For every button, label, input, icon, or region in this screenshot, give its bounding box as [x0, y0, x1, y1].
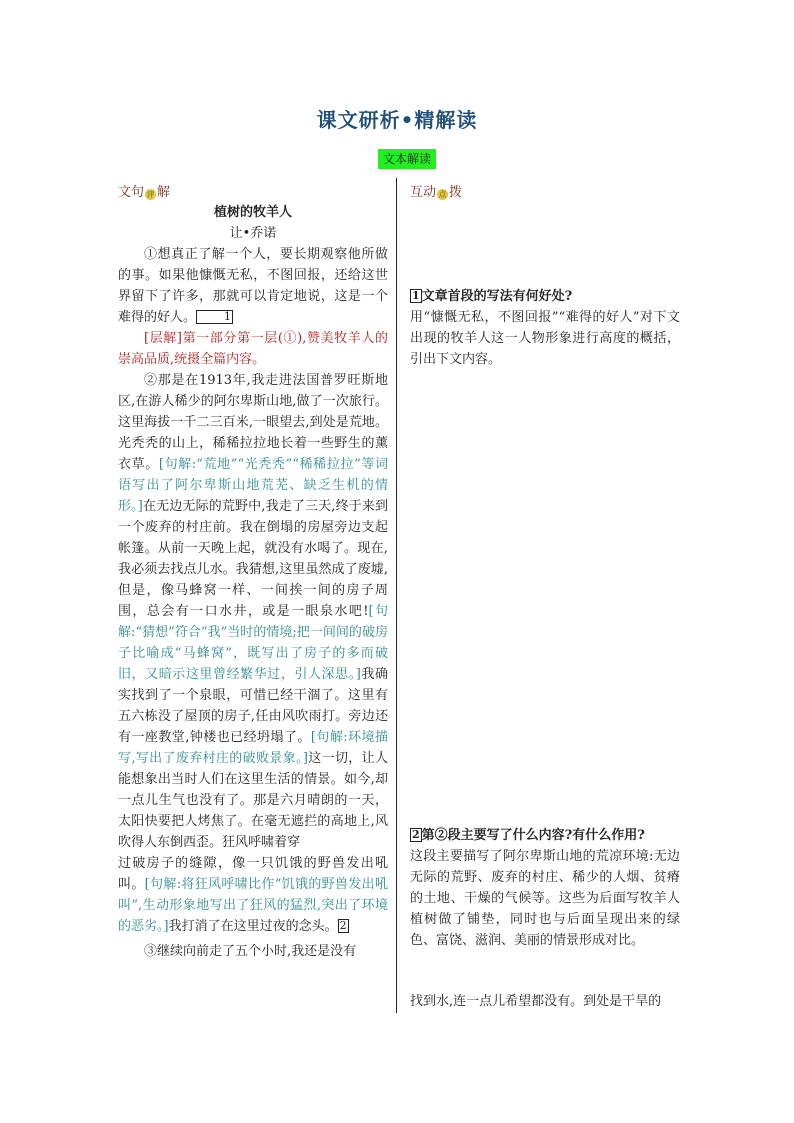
column-divider	[396, 178, 397, 1013]
right-tail: 找到水,连一点儿希望都没有。到处是干旱的	[410, 994, 662, 1009]
sentence-note: [句解:将狂风呼啸比作“饥饿的野兽发出吼叫”,生动形象地写出了狂风的猛烈,突出了环境的恶劣。]	[118, 877, 388, 934]
text-author: 让•乔诺	[229, 226, 277, 241]
text-title: 植树的牧羊人	[213, 205, 292, 220]
paragraph-1: ①想真正了解一个人，要长期观察他所做的事。如果他慷慨无私，不图回报，还给这世界留下了许多，那就可以肯定地说，这是一个难得的好人。 1	[118, 247, 388, 325]
paragraph-2: ②那是在1913年,我走进法国普罗旺斯地区,在游人稀少的阿尔卑斯山地,做了一次旅行。这里海拔一千二三百米,一眼望去,到处是荒地。光秃秃的山上，稀稀拉拉地长着一些野生的薰衣草。[句解:“荒地”“光秃秃”“稀稀拉拉”等词语写出了阿尔卑斯山地荒芜、缺乏生机的情形。]在无边无际的荒野中,我走了三天,终于来到一个废弃的村庄前。我在倒塌的房屋旁边支起帐篷。从前一天晚上起，就没有水喝了。现在,我必须去找点儿水。我猜想,这里虽然成了废墟,但是，像马蜂窝一样、一间挨一间的房子周围，总会有一口水井，或是一眼泉水吧![句解:“猜想”符合“我”当时的情境;把一间间的破房子比喻成“马蜂窝”，既写出了房子的多而破旧，又暗示这里曾经繁华过，引人深思。]我确实找到了一个泉眼，可惜已经干涸了。这里有五六栋没了屋顶的房子,任由风吹雨打。旁边还有一座教堂,钟楼也已经坍塌了。[句解:环境描写,写出了废弃村庄的破败景象。]这一切，让人能想象出当时人们在这里生活的情景。如今,却一点儿生气也没有了。那是六月晴朗的一天，太阳快要把人烤焦了。在毫无遮拦的高地上,风吹得人东倒西歪。狂风呼啸着穿	[118, 373, 388, 850]
paragraph-3: ③继续向前走了五个小时,我还是没有	[144, 944, 357, 959]
paragraph-2-continued: 过破房子的缝隙，像一只饥饿的野兽发出吼叫。[句解:将狂风呼啸比作“饥饿的野兽发出吼叫”,生动形象地写出了狂风的猛烈,突出了环境的恶劣。]我打消了在这里过夜的念头。 2	[118, 856, 388, 934]
question-marker: 1	[196, 310, 233, 324]
sentence-note: [句解:“猜想”符合“我”当时的情境;把一间间的破房子比喻成“马蜂窝”，既写出了房子的多而破旧，又暗示这里曾经繁华过，引人深思。]	[118, 604, 388, 682]
text-column	[118, 202, 388, 962]
question-marker: 2	[339, 919, 347, 932]
right-column-header: 互动 点 拨	[410, 185, 463, 200]
tip-icon: 点	[438, 190, 447, 199]
question-2: 2 第②段主要写了什么内容?有什么作用? 这段主要描写了阿尔卑斯山地的荒凉环境:无边无际的荒野、废弃的村庄、稀少的人烟、贫瘠的土地、干燥的气候等。这些为后面写牧羊人植树做了铺垫，同时也与后面呈现出来的绿色、富饶、滋润、美丽的情景形成对比。	[410, 825, 680, 951]
section-badge: 文本解读	[378, 149, 436, 169]
sentence-note: [句解:“荒地”“光秃秃”“稀稀拉拉”等词语写出了阿尔卑斯山地荒芜、缺乏生机的情形。]	[118, 457, 388, 514]
question-marker: 1	[412, 289, 420, 302]
answer-1: 用“慷慨无私，不图回报”“难得的好人”对下文出现的牧羊人这一人物形象进行高度的概括，引出下文内容。	[410, 310, 680, 367]
page-title: 课文研析•精解读	[316, 108, 478, 132]
answer-2: 这段主要描写了阿尔卑斯山地的荒凉环境:无边无际的荒野、废弃的村庄、稀少的人烟、贫瘠的土地、干燥的气候等。这些为后面写牧羊人植树做了铺垫，同时也与后面呈现出来的绿色、富饶、滋润、美丽的情景形成对比。	[410, 849, 680, 948]
question-1: 1 文章首段的写法有何好处? 用“慷慨无私，不图回报”“难得的好人”对下文出现的牧羊人这一人物形象进行高度的概括，引出下文内容。	[410, 286, 680, 370]
layer-note: [层解]第一部分第一层(①),赞美牧羊人的崇高品质,统摄全篇内容。	[118, 331, 388, 367]
left-column-header: 文句 评 解	[118, 185, 171, 200]
question-marker: 2	[412, 828, 420, 841]
comment-icon: 评	[146, 190, 155, 199]
sentence-note: [句解:环境描写,写出了废弃村庄的破败景象。]	[118, 730, 388, 766]
